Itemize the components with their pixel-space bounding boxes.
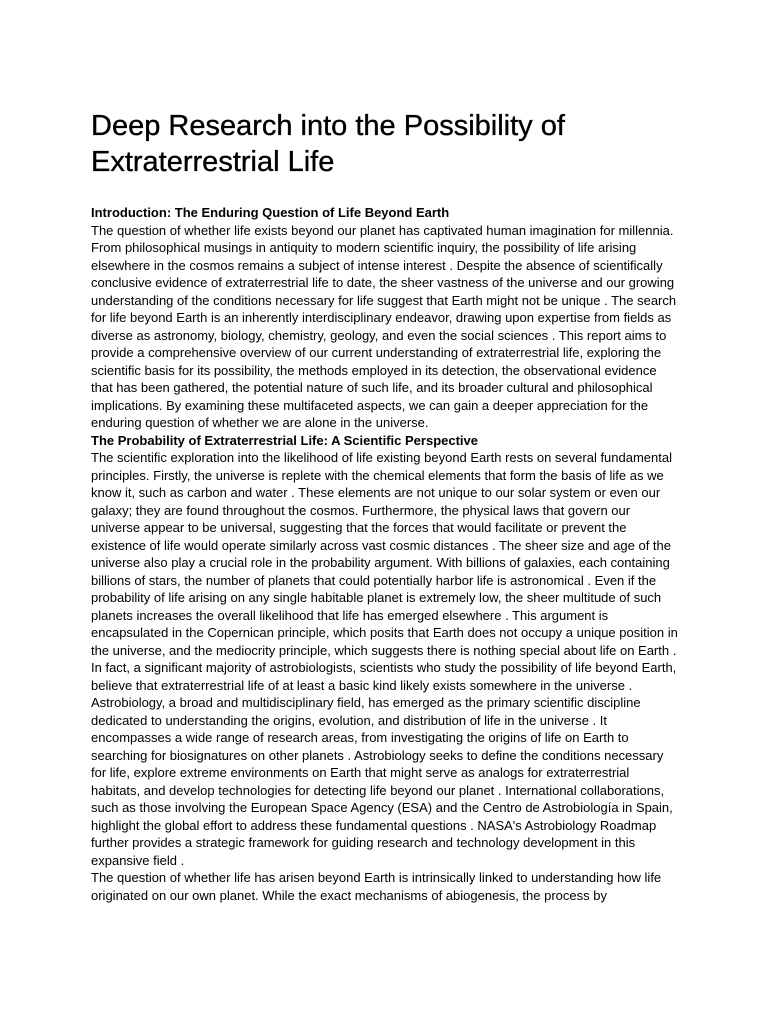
section-heading-introduction: Introduction: The Enduring Question of Life Beyond Earth <box>91 205 450 220</box>
paragraph-introduction: The question of whether life exists beyond our planet has captivated human imagination for millennia. From philosophical musings in antiquity to modern scientific inquiry, the possibility of life arising elsewhere in the cosmos remains a subject of intense interest . Despite the absence of scientifically conclusive evidence of extraterrestrial life to date, the sheer vastness of the universe and our growing understanding of the conditions necessary for life suggest that Earth might not be unique . The search for life beyond Earth is an inherently interdisciplinary endeavor, drawing upon expertise from fields as diverse as astronomy, biology, chemistry, geology, and even the social sciences . This report aims to provide a comprehensive overview of our current understanding of extraterrestrial life, exploring the scientific basis for its possibility, the methods employed in its detection, the observational evidence that has been gathered, the potential nature of such life, and its broader cultural and philosophical implications. By examining these multifaceted aspects, we can gain a deeper appreciation for the enduring question of whether we are alone in the universe. <box>91 222 677 430</box>
section-heading-probability: The Probability of Extraterrestrial Life: A Scientific Perspective <box>91 432 478 448</box>
paragraph-probability: The scientific exploration into the likelihood of life existing beyond Earth rests on several fundamental principles. Firstly, the universe is replete with the chemical elements that form the basis of life as we know it, such as carbon and water . These elements are not unique to our solar system or even our galaxy; they are found throughout the cosmos. Furthermore, the physical laws that govern our universe appear to be universal, suggesting that the forces that would facilitate or prevent the existence of life would operate similarly across vast cosmic distances . The sheer size and age of the universe also play a crucial role in the probability argument. With billions of galaxies, each containing billions of stars, the number of planets that could potentially harbor life is astronomical . Even if the probability of life arising on any single habitable planet is extremely low, the sheer multitude of such planets increases the overall likelihood that life has emerged elsewhere . This argument is encapsulated in the Copernican principle, which posits that Earth does not occupy a unique position in the universe, and the mediocrity principle, which suggests there is nothing special about life on Earth . In fact, a significant majority of astrobiologists, scientists who study the possibility of life beyond Earth, believe that extraterrestrial life of at least a basic kind likely exists somewhere in the universe . Astrobiology, a broad and multidisciplinary field, has emerged as the primary scientific discipline dedicated to understanding the origins, evolution, and distribution of life in the universe . It encompasses a wide range of research areas, from investigating the origins of life on Earth to searching for biosignatures on other planets . Astrobiology seeks to define the conditions necessary for life, explore extreme environments on Earth that might serve as analogs for extraterrestrial habitats, and develop technologies for detecting life beyond our planet . International collaborations, such as those involving the European Space Agency (ESA) and the Centro de Astrobiología in Spain, highlight the global effort to address these fundamental questions . NASA's Astrobiology Roadmap further provides a strategic framework for guiding research and technology development in this expansive field . <box>91 450 678 868</box>
document-page <box>91 108 681 904</box>
paragraph-origins: The question of whether life has arisen beyond Earth is intrinsically linked to understanding how life originated on our own planet. While the exact mechanisms of abiogenesis, the process by <box>91 870 662 903</box>
document-title: Deep Research into the Possibility of Extraterrestrial Life <box>91 110 565 178</box>
